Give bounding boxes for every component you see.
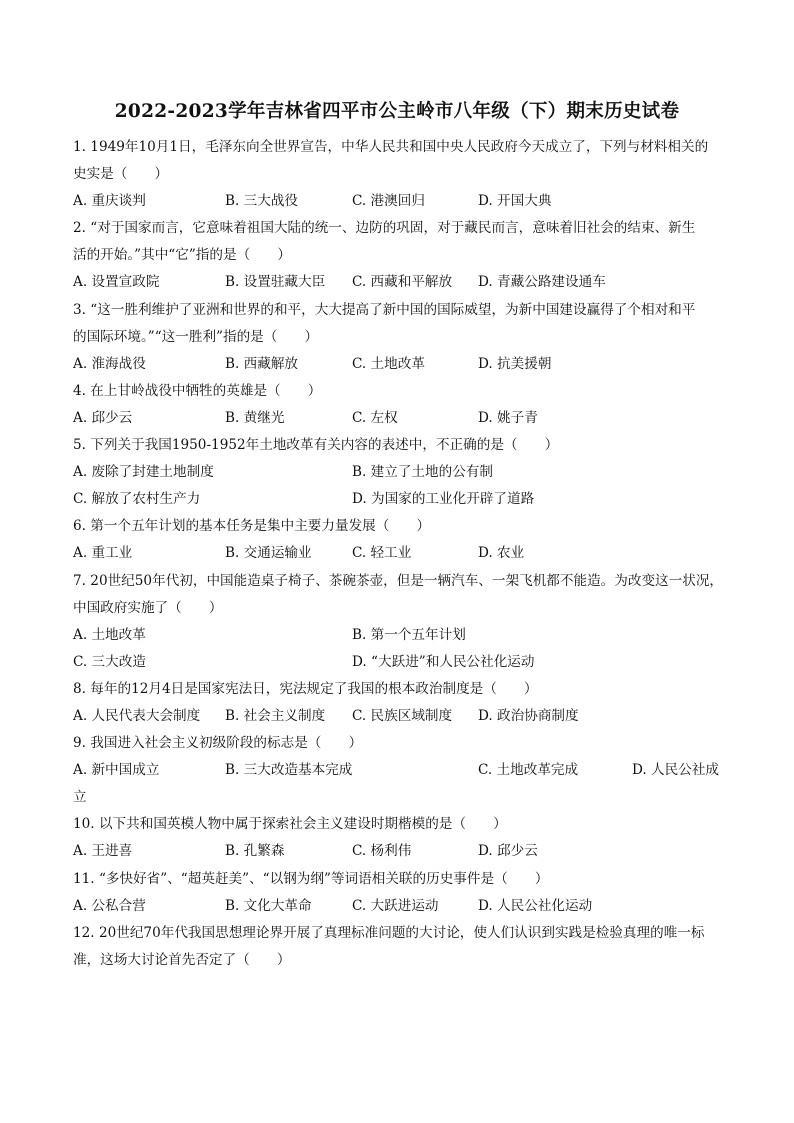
question-7 <box>73 568 723 676</box>
question-stem-line: 史实是（ ） <box>73 166 169 183</box>
option-wrap-line: 立 <box>73 789 87 806</box>
option-d: D. 人民公社成 <box>632 762 720 779</box>
option-c: C. 港澳回归 <box>352 193 425 210</box>
question-11 <box>73 866 723 920</box>
options-row <box>73 459 723 486</box>
option-a: A. 邱少云 <box>73 409 133 426</box>
options-row <box>73 649 723 676</box>
option-c: C. 解放了农村生产力 <box>73 491 201 508</box>
option-b: B. 文化大革命 <box>225 897 312 914</box>
options-row <box>73 486 723 513</box>
question-8 <box>73 676 723 730</box>
options-row <box>73 540 723 567</box>
options-row <box>73 351 723 378</box>
options-row <box>73 703 723 730</box>
option-a: A. 公私合营 <box>73 897 146 914</box>
options-row <box>73 269 723 296</box>
option-c: C. 土地改革 <box>352 355 425 372</box>
exam-title: 2022-2023学年吉林省四平市公主岭市八年级（下）期末历史试卷 <box>114 101 680 122</box>
option-d: D. 农业 <box>478 545 525 562</box>
option-b: B. 三大战役 <box>225 193 299 210</box>
option-b: B. 建立了土地的公有制 <box>352 464 493 481</box>
option-d: D. 姚子青 <box>478 409 538 426</box>
question-stem-line: 2. “对于国家而言，它意味着祖国大陆的统一、边防的巩固，对于藏民而言，意味着旧社会的结束、新生 <box>73 220 696 237</box>
option-b: B. 第一个五年计划 <box>352 626 466 643</box>
option-c: C. 民族区域制度 <box>352 707 453 724</box>
option-c: C. 土地改革完成 <box>478 762 579 779</box>
question-stem-line: 9. 我国进入社会主义初级阶段的标志是（ ） <box>73 735 363 752</box>
question-stem-line: 3. “这一胜利维护了亚洲和世界的和平，大大提高了新中国的国际威望，为新中国建设赢得了个相对和平 <box>73 301 696 318</box>
question-stem-line: 活的开始。”其中“它”指的是（ ） <box>73 247 291 264</box>
question-stem-line: 4. 在上甘岭战役中牺牲的英雄是（ ） <box>73 382 322 399</box>
question-list <box>73 134 723 974</box>
question-1 <box>73 134 723 215</box>
option-c: C. 西藏和平解放 <box>352 274 453 291</box>
question-10 <box>73 811 723 865</box>
option-a: A. 废除了封建土地制度 <box>73 464 214 481</box>
question-9 <box>73 730 723 811</box>
question-stem-line: 8. 每年的12月4日是国家宪法日，宪法规定了我国的根本政治制度是（ ） <box>73 680 538 697</box>
option-d: D. 人民公社化运动 <box>478 897 593 914</box>
question-stem-line: 12. 20世纪70年代我国思想理论界开展了真理标准问题的大讨论，使人们认识到实践是检验真理的唯一标 <box>73 924 705 941</box>
option-b: B. 社会主义制度 <box>225 707 326 724</box>
option-b: B. 交通运输业 <box>225 545 312 562</box>
option-d: D. 为国家的工业化开辟了道路 <box>352 491 535 508</box>
option-c: C. 杨利伟 <box>352 843 412 860</box>
options-row <box>73 622 723 649</box>
option-b: B. 西藏解放 <box>225 355 299 372</box>
question-stem-line: 1. 1949年10月1日，毛泽东向全世界宣告，中华人民共和国中央人民政府今天成立了，下列与材料相关的 <box>73 139 709 155</box>
options-row <box>73 405 723 432</box>
option-a: A. 王进喜 <box>73 843 133 860</box>
question-6 <box>73 513 723 567</box>
question-stem-line: 的国际环境。”“这一胜利”指的是（ ） <box>73 328 319 345</box>
option-a: A. 设置宣政院 <box>73 274 160 291</box>
option-d: D. 政治协商制度 <box>478 707 579 724</box>
question-5 <box>73 432 723 513</box>
option-b: B. 三大改造基本完成 <box>225 762 353 779</box>
option-c: C. 三大改造 <box>73 653 146 670</box>
question-stem-line: 5. 下列关于我国1950-1952年土地改革有关内容的表述中，不正确的是（ ） <box>73 437 559 454</box>
option-b: B. 孔繁森 <box>225 843 285 860</box>
question-4 <box>73 378 723 432</box>
question-stem-line: 准，这场大讨论首先否定了（ ） <box>73 951 291 968</box>
options-row <box>73 188 723 215</box>
option-a: A. 淮海战役 <box>73 355 146 372</box>
options-row <box>73 893 723 920</box>
option-a: A. 重工业 <box>73 545 133 562</box>
question-stem-line: 11. “多快好省”、“超英赶美”、“以钢为纲”等词语相关联的历史事件是（ ） <box>73 870 549 887</box>
question-2 <box>73 215 723 296</box>
question-stem-line: 6. 第一个五年计划的基本任务是集中主要力量发展（ ） <box>73 518 431 535</box>
option-d: D. 开国大典 <box>478 193 552 210</box>
question-stem-line: 7. 20世纪50年代初，中国能造桌子椅子、茶碗茶壶，但是一辆汽车、一架飞机都不能造。为改变这一状况， <box>73 572 724 589</box>
question-stem-line: 中国政府实施了（ ） <box>73 599 223 616</box>
option-a: A. 重庆谈判 <box>73 193 146 210</box>
option-d: D. “大跃进”和人民公社化运动 <box>352 653 535 670</box>
option-c: C. 轻工业 <box>352 545 412 562</box>
options-row <box>73 838 723 865</box>
question-3 <box>73 297 723 378</box>
option-b: B. 设置驻藏大臣 <box>225 274 326 291</box>
option-a: A. 土地改革 <box>73 626 146 643</box>
option-d: D. 抗美援朝 <box>478 355 552 372</box>
options-row <box>73 757 723 784</box>
option-a: A. 人民代表大会制度 <box>73 707 201 724</box>
question-12 <box>73 920 723 974</box>
option-a: A. 新中国成立 <box>73 762 160 779</box>
question-stem-line: 10. 以下共和国英模人物中属于探索社会主义建设时期楷模的是（ ） <box>73 816 507 833</box>
option-d: D. 邱少云 <box>478 843 538 860</box>
option-c: C. 大跃进运动 <box>352 897 439 914</box>
option-b: B. 黄继光 <box>225 409 285 426</box>
option-c: C. 左权 <box>352 409 398 426</box>
option-d: D. 青藏公路建设通车 <box>478 274 606 291</box>
